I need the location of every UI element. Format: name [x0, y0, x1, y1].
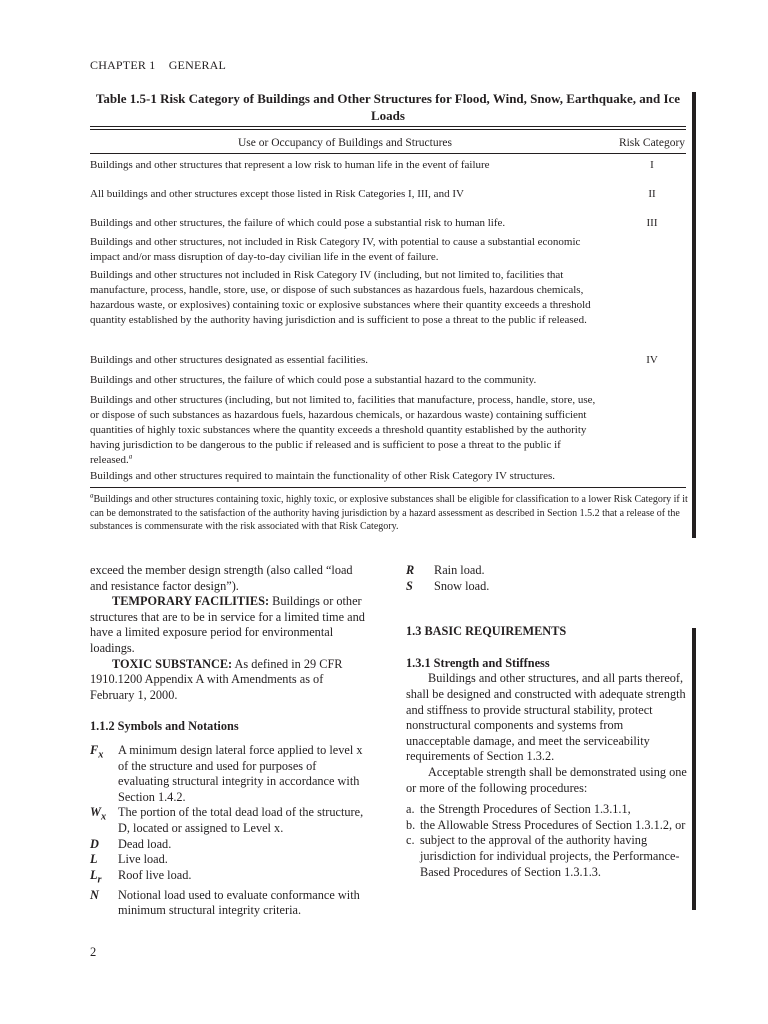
list-marker: a.	[406, 802, 415, 817]
symbol: R	[406, 563, 415, 577]
table-title: Table 1.5-1 Risk Category of Buildings and Other Structures for Flood, Wind, Snow, Earthquake, and Ice Loads	[95, 91, 681, 123]
symbol-definition: Dead load.	[118, 836, 172, 851]
paragraph-acceptable-strength: Acceptable strength shall be demonstrated using one or more of the following procedures:	[406, 764, 687, 795]
symbol: L	[90, 852, 98, 867]
running-head	[90, 58, 226, 73]
definition-temporary-facilities	[90, 594, 370, 656]
list-text: the Allowable Stress Procedures of Section 1.3.1.2, or	[420, 817, 686, 832]
symbol-definition: The portion of the total dead load of the structure, D, located or assigned to Level x.	[118, 805, 364, 835]
change-bar-requirements	[692, 628, 696, 910]
chapter-title: GENERAL	[168, 58, 227, 72]
table-row-use: All buildings and other structures except those listed in Risk Categories I, III, and IV	[90, 188, 464, 200]
list-marker: c.	[406, 833, 415, 848]
heading-symbols-notations: 1.1.2 Symbols and Notations	[90, 719, 239, 734]
table-top-rule	[90, 126, 686, 127]
symbol-definition: Snow load.	[434, 578, 490, 593]
symbol-entry	[406, 579, 690, 595]
list-text: subject to the approval of the authority having jurisdiction for individual projects, the Performance-Based Procedures of Section 1.3.1.3.	[420, 833, 680, 879]
list-marker: b.	[406, 817, 416, 832]
term-temporary-facilities: TEMPORARY FACILITIES:	[112, 594, 270, 609]
symbol-subscript: r	[97, 874, 102, 886]
footnote-text: Buildings and other structures containing toxic, highly toxic, or explosive substances shall be eligible for classification to a lower Risk Category if it can be demonstrated to the satisfaction of the authority having jurisdiction by a hazard assessment as described in Section 1.5.2 that a release of the substances is commensurate with the risk associated with that Risk Category.	[90, 494, 688, 532]
table-bottom-rule	[90, 487, 686, 488]
symbol: N	[90, 887, 99, 902]
symbol-letter: F	[90, 742, 99, 757]
paragraph-load-resistance: exceed the member design strength (also called “load and resistance factor design”).	[90, 563, 353, 593]
column-header-risk-category: Risk Category	[618, 137, 686, 149]
change-bar-table	[692, 92, 696, 538]
symbol-letter: L	[90, 867, 98, 882]
chapter-label: CHAPTER 1	[90, 58, 156, 72]
definition-text: Buildings or other structures that are to be in service for a limited time and have a limited exposure period for environmental loadings.	[90, 594, 365, 655]
list-item	[406, 833, 690, 880]
procedures-list	[406, 802, 690, 880]
table-top-rule-2	[90, 129, 686, 130]
table-row-use: Buildings and other structures designated as essential facilities.	[90, 354, 368, 366]
footnote-marker: a	[128, 452, 133, 461]
symbol-subscript: x	[100, 811, 107, 823]
list-item	[406, 802, 690, 818]
left-column	[90, 563, 370, 919]
table-row-use: Buildings and other structures, not included in Risk Category IV, with potential to cause a substantial economic impact and/or mass disruption of day-to-day civilian life in the event of failure.	[90, 236, 581, 263]
right-column	[406, 563, 690, 880]
symbol-entry	[90, 868, 370, 888]
definition-toxic-substance	[90, 657, 370, 704]
symbol-entry	[90, 743, 370, 805]
table-row-use	[90, 393, 600, 468]
list-text: the Strength Procedures of Section 1.3.1.1,	[420, 802, 631, 817]
symbol-definition: Notional load used to evaluate conformance with minimum structural integrity criteria.	[118, 887, 360, 918]
table-row-category: III	[646, 217, 658, 229]
symbol-definition: Live load.	[118, 852, 168, 867]
table-row-category: II	[648, 188, 656, 200]
symbol-entry	[90, 837, 370, 853]
table-row-use: Buildings and other structures that represent a low risk to human life in the event of failure	[90, 159, 490, 171]
header-rule	[90, 153, 686, 154]
symbol	[90, 805, 118, 836]
symbol-definition: Rain load.	[434, 563, 485, 577]
table-row-category: IV	[646, 354, 658, 366]
symbol-subscript: x	[98, 749, 104, 761]
table-row-use: Buildings and other structures, the failure of which could pose a substantial hazard to the community.	[90, 374, 537, 386]
term-toxic-substance: TOXIC SUBSTANCE:	[112, 656, 233, 671]
table-row-use: Buildings and other structures not included in Risk Category IV (including, but not limited to, facilities that manufacture, process, handle, store, use, or dispose of such substances as hazardous fuels, hazardous chemicals, hazardous waste, or explosives) containing toxic or explosive substances where their quantity exceeds a threshold quantity established by the authority having jurisdiction and is sufficient to pose a threat to the public if released.	[90, 269, 591, 326]
footnote-marker: a	[90, 491, 94, 500]
symbol-entry	[90, 852, 370, 868]
table-footnote	[90, 493, 688, 534]
table-row-text: Buildings and other structures (including, but not limited to, facilities that manufacture, process, handle, store, use, or dispose of such substances as hazardous fuels, hazardous chemicals, or hazardous waste) containing sufficient quantities of highly toxic substances where the quantity exceeds a threshold quantity established by the authority having jurisdiction to be dangerous to the public if released and is sufficient to pose a threat to the public if released.	[90, 394, 596, 466]
table-row-category: I	[650, 159, 654, 171]
list-item	[406, 818, 690, 834]
symbol: D	[90, 836, 99, 851]
page-number: 2	[90, 945, 97, 959]
symbol-entry	[90, 805, 370, 836]
paragraph-strength: Buildings and other structures, and all parts thereof, shall be designed and constructed with adequate strength and stiffness to provide structural stability, protect nonstructural components and systems from unacceptable damage, and meet the serviceability requirements of Section 1.3.2.	[406, 671, 686, 764]
heading-strength-stiffness: 1.3.1 Strength and Stiffness	[406, 655, 550, 670]
symbol-entry	[90, 888, 370, 919]
definition-text: As defined in 29 CFR 1910.1200 Appendix A with Amendments as of February 1, 2000.	[90, 656, 343, 702]
symbol	[90, 743, 118, 805]
symbol-entry	[406, 563, 690, 579]
symbol-definition: Roof live load.	[118, 867, 192, 882]
heading-basic-requirements: 1.3 BASIC REQUIREMENTS	[406, 624, 567, 639]
symbol-definition: A minimum design lateral force applied to level x of the structure and used for purposes of evaluating structural integrity in accordance with Section 1.4.2.	[118, 742, 363, 804]
symbol	[90, 868, 118, 888]
symbol-letter: W	[90, 805, 101, 820]
table-row-use: Buildings and other structures, the failure of which could pose a substantial risk to human life.	[90, 217, 506, 229]
symbol: S	[406, 578, 413, 593]
column-header-use: Use or Occupancy of Buildings and Structures	[238, 137, 452, 149]
table-row-use: Buildings and other structures required to maintain the functionality of other Risk Category IV structures.	[90, 470, 556, 482]
